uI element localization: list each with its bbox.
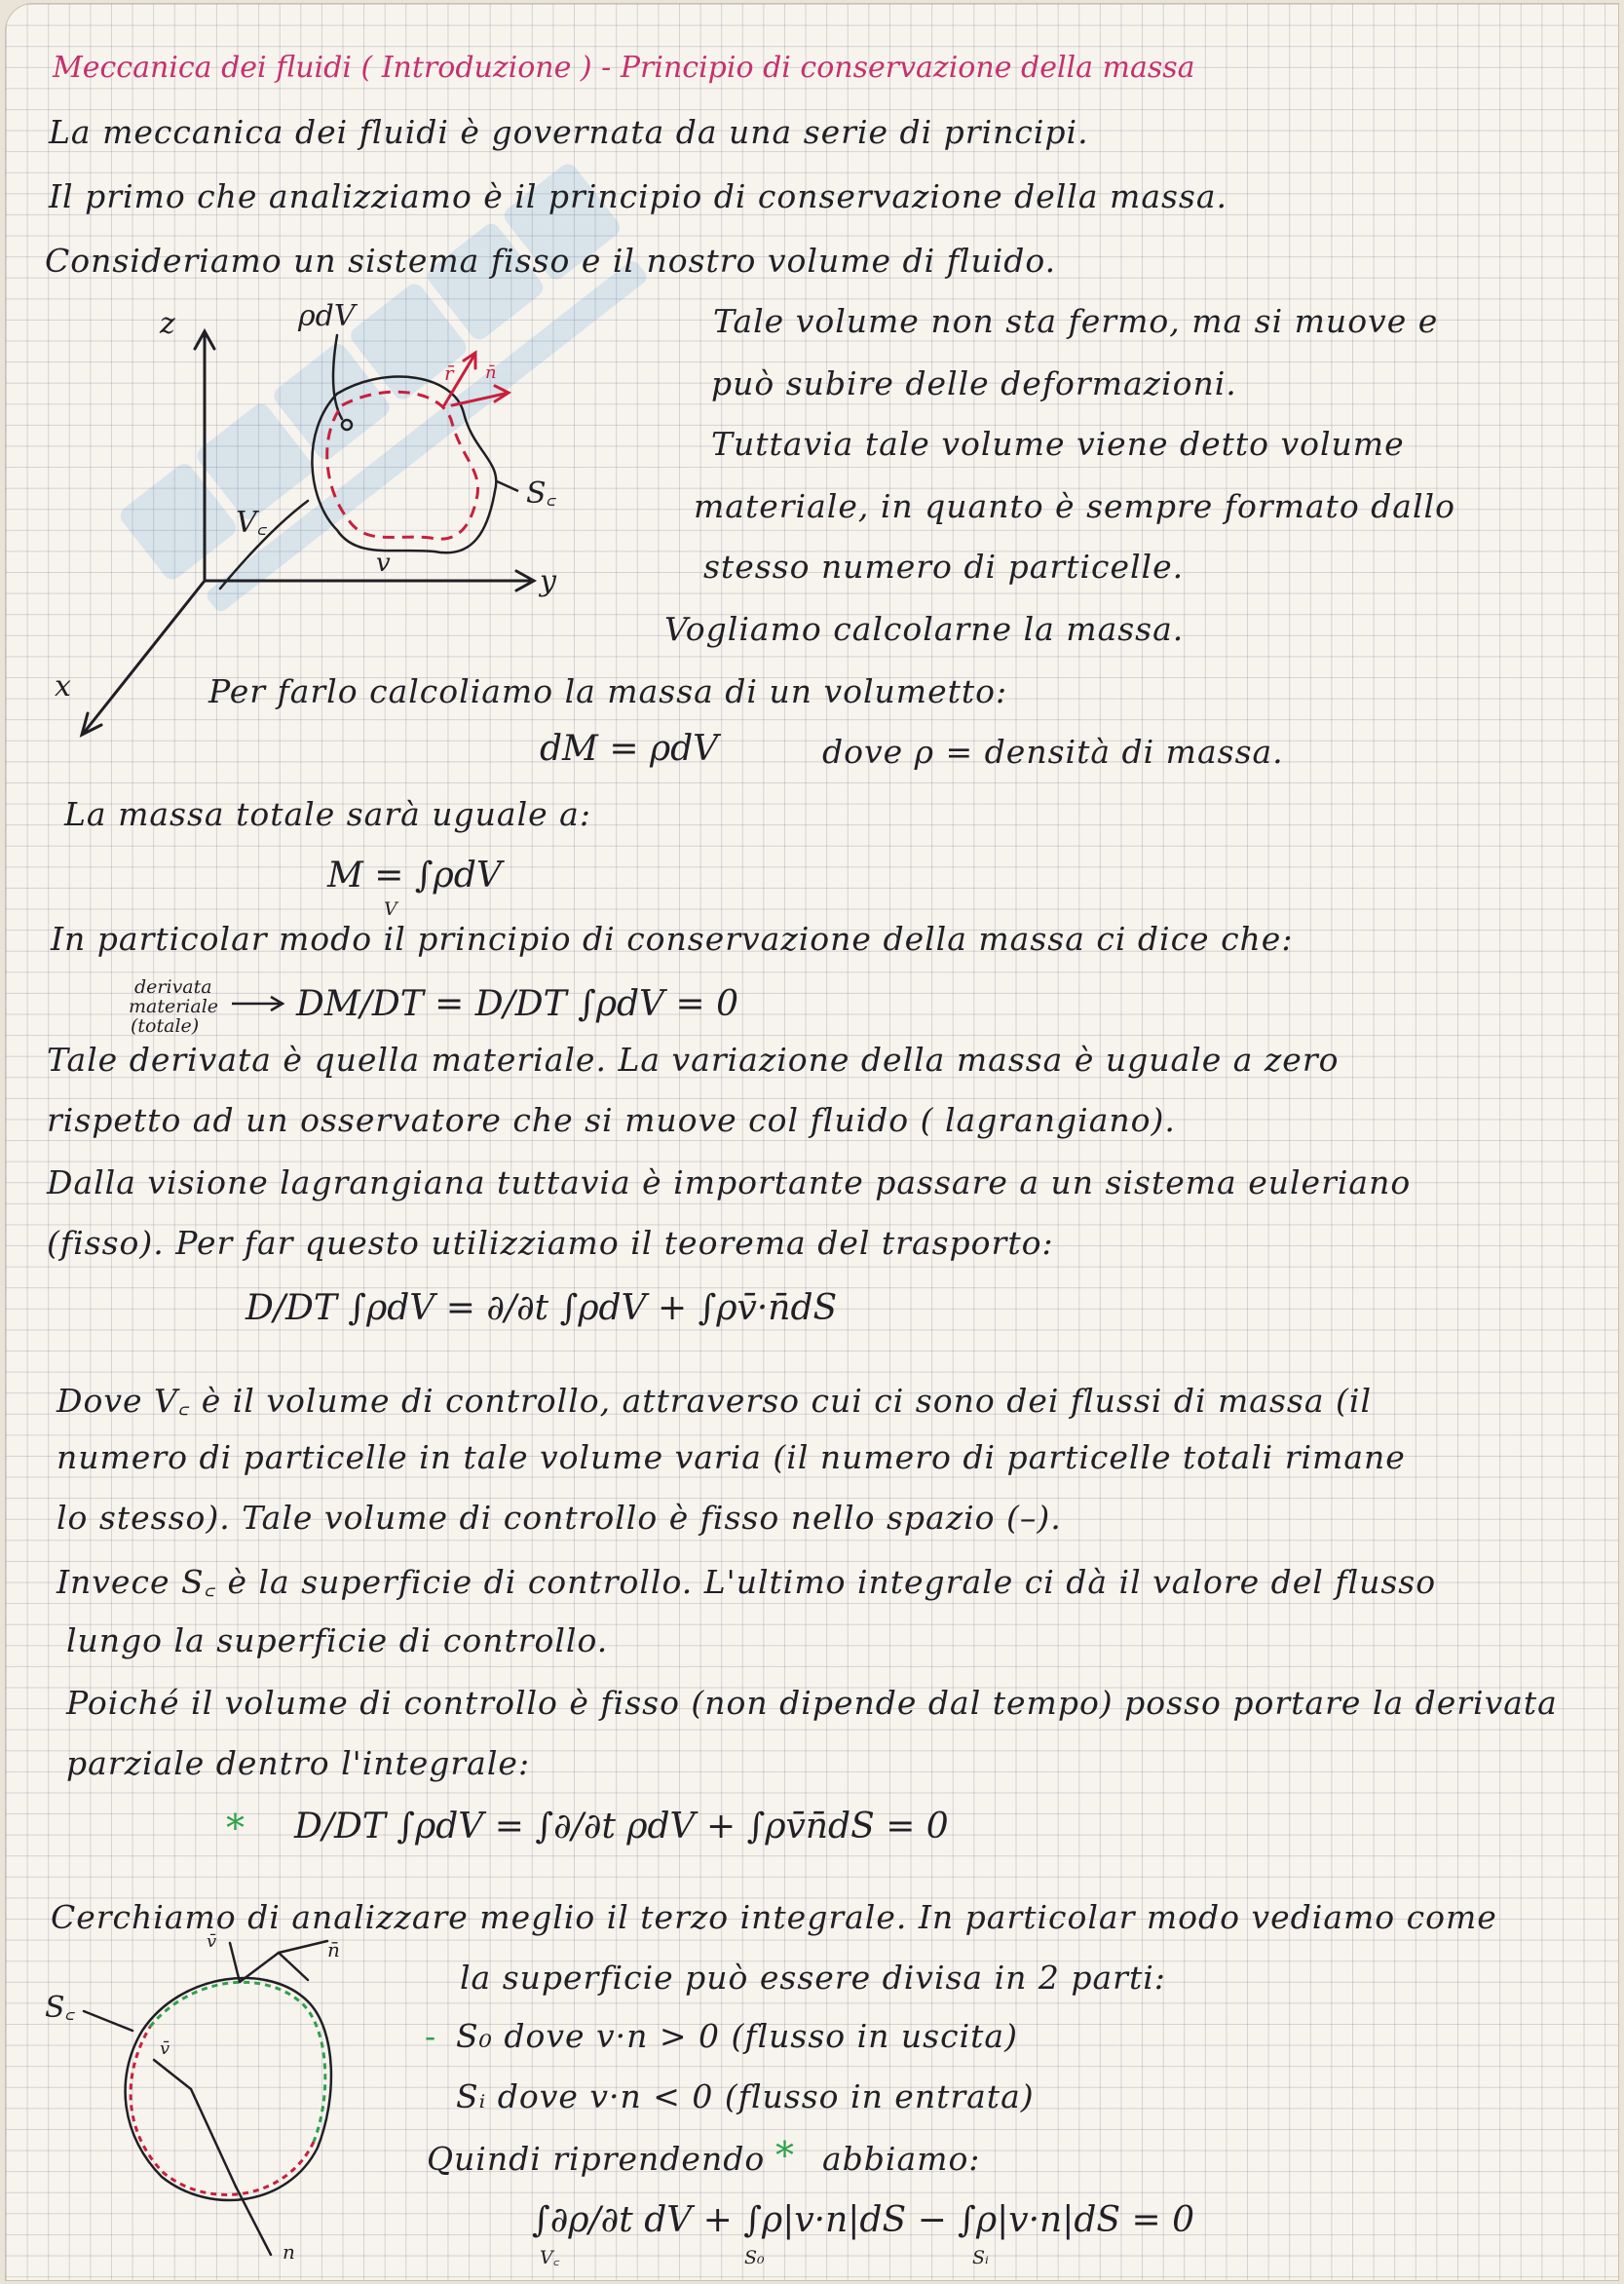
equation-mass: M = ∫ρdV <box>327 856 502 895</box>
z-axis-label: z <box>160 307 175 341</box>
text-line: numero di particelle in tale volume varia (il numero di particelle totali rimane <box>57 1438 1406 1476</box>
sc-label: S꜀ <box>45 1991 75 2025</box>
n-label: n̄ <box>485 362 497 383</box>
equation-transport: D/DT ∫ρdV = ∂/∂t ∫ρdV + ∫ρv̄·n̄dS <box>245 1288 838 1328</box>
text-line: Cerchiamo di analizzare meglio il terzo integrale. In particolar modo vediamo come <box>51 1898 1497 1936</box>
text-line: dove ρ = densità di massa. <box>822 733 1284 771</box>
page-title: Meccanica dei fluidi ( Introduzione ) - Principio di conservazione della massa <box>53 51 1195 85</box>
text-line: la superficie può essere divisa in 2 parti: <box>460 1959 1166 1997</box>
vc-label: V꜀ <box>236 506 268 540</box>
text-line: S₀ dove v·n > 0 (flusso in uscita) <box>456 2017 1018 2055</box>
text-line: Tale volume non sta fermo, ma si muove e <box>713 302 1439 340</box>
text-line: Invece S꜀ è la superficie di controllo. L'ultimo integrale ci dà il valore del flusso <box>57 1563 1437 1601</box>
star-marker: * <box>226 1807 245 1849</box>
text-line: parziale dentro l'integrale: <box>66 1744 531 1782</box>
text-line: In particolar modo il principio di conservazione della massa ci dice che: <box>51 920 1294 958</box>
text-line: Dove V꜀ è il volume di controllo, attraverso cui ci sono dei flussi di massa (il <box>57 1382 1372 1420</box>
equation-final-subscript: Sᵢ <box>972 2247 989 2268</box>
equation-dm: dM = ρdV <box>540 729 719 769</box>
text-line: Tale derivata è quella materiale. La variazione della massa è uguale a zero <box>47 1041 1340 1079</box>
text-line: Poiché il volume di controllo è fisso (non dipende dal tempo) posso portare la derivata <box>66 1684 1558 1722</box>
arrow-icon <box>230 994 288 1013</box>
n-top-label: n̄ <box>327 1938 340 1961</box>
star-marker: * <box>775 2134 794 2177</box>
text-line: Tuttavia tale volume viene detto volume <box>711 425 1405 463</box>
v-top-label: v̄ <box>207 1933 217 1952</box>
text-line: La meccanica dei fluidi è governata da una serie di principi. <box>49 113 1089 151</box>
inflow-surface <box>131 2027 314 2194</box>
list-dash: - <box>425 2017 437 2055</box>
text-line: Il primo che analizziamo è il principio di conservazione della massa. <box>49 177 1228 215</box>
rho-dv-label: ρdV <box>298 299 356 333</box>
equation-final-subscript: S₀ <box>744 2247 765 2268</box>
equation-mass-subscript: V <box>384 898 397 920</box>
x-axis <box>84 581 205 733</box>
text-line: rispetto ad un osservatore che si muove col fluido ( lagrangiano). <box>47 1101 1176 1139</box>
notebook-page <box>6 4 1618 2280</box>
equation-final: ∫∂ρ/∂t dV + ∫ρ|v·n|dS − ∫ρ|v·n|dS = 0 <box>532 2200 1194 2240</box>
text-line: (fisso). Per far questo utilizziamo il teorema del trasporto: <box>47 1224 1054 1262</box>
v-label: v <box>376 549 391 578</box>
text-line: Per farlo calcoliamo la massa di un volumetto: <box>208 672 1008 710</box>
control-surface-diagram <box>45 1933 464 2265</box>
x-axis-label: x <box>55 669 71 704</box>
n-bottom-label: n <box>283 2240 295 2264</box>
text-line: abbiamo: <box>822 2140 981 2178</box>
text-line: Consideriamo un sistema fisso e il nostro volume di fluido. <box>45 242 1057 280</box>
derivative-note: derivata <box>134 976 212 998</box>
v-bottom-label: v̄ <box>160 2038 170 2059</box>
text-line: Dalla visione lagrangiana tuttavia è importante passare a un sistema euleriano <box>47 1163 1412 1201</box>
text-line: lo stesso). Tale volume di controllo è fisso nello spazio (–). <box>57 1499 1062 1537</box>
equation-final-subscript: V꜀ <box>540 2247 560 2268</box>
outflow-surface <box>150 1982 325 2142</box>
text-line: può subire delle deformazioni. <box>711 364 1237 402</box>
sc-label: S꜀ <box>526 476 556 511</box>
text-line: Sᵢ dove v·n < 0 (flusso in entrata) <box>456 2077 1035 2115</box>
text-line: lungo la superficie di controllo. <box>66 1621 609 1659</box>
control-surface <box>327 392 478 539</box>
text-line: stesso numero di particelle. <box>703 548 1185 586</box>
text-line: Vogliamo calcolarne la massa. <box>664 610 1185 648</box>
equation-conservation: DM/DT = D/DT ∫ρdV = 0 <box>296 984 739 1024</box>
equation-star: D/DT ∫ρdV = ∫∂/∂t ρdV + ∫ρv̄n̄dS = 0 <box>294 1807 949 1846</box>
text-line: Quindi riprendendo <box>427 2140 766 2178</box>
y-axis-label: y <box>540 564 556 598</box>
text-line: materiale, in quanto è sempre formato dallo <box>694 487 1455 525</box>
derivative-note: materiale <box>129 996 219 1017</box>
derivative-note: (totale) <box>131 1015 200 1037</box>
text-line: La massa totale sarà uguale a: <box>64 795 591 833</box>
r-label: r̄ <box>444 362 454 385</box>
